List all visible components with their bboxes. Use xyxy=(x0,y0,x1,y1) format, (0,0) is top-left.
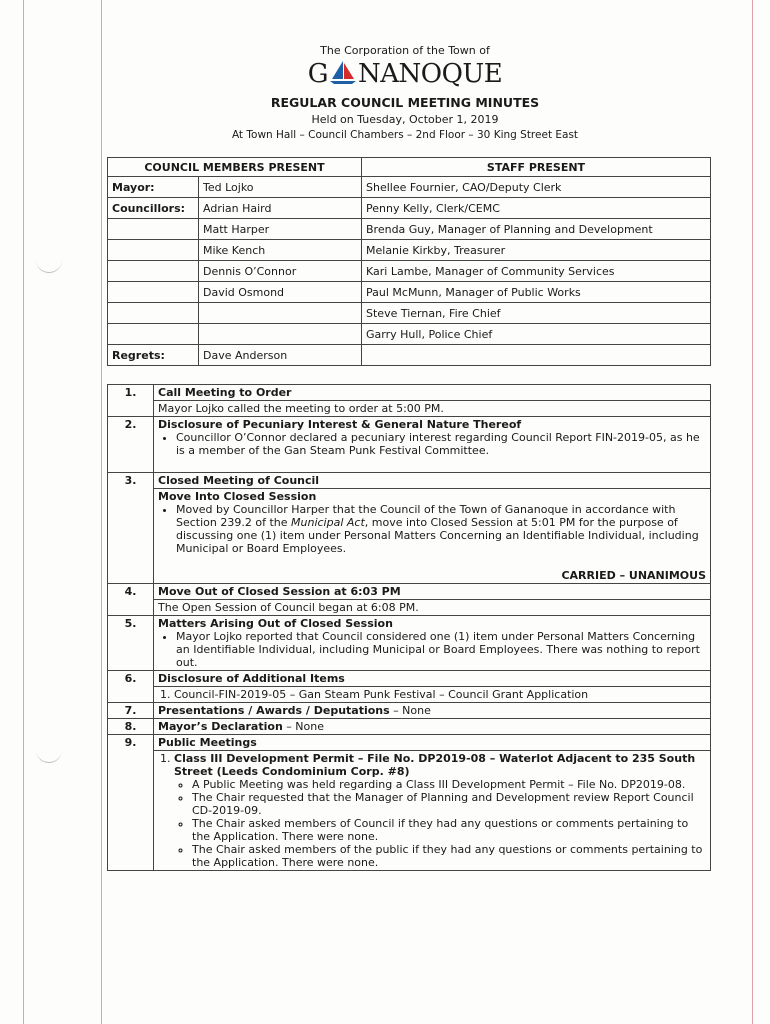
agenda-item-title: Public Meetings xyxy=(154,735,711,751)
table-row: Regrets: Dave Anderson xyxy=(108,345,711,366)
agenda-item-4: 4. Move Out of Closed Session at 6:03 PM xyxy=(108,584,711,600)
agenda-item-body: Mayor Lojko called the meeting to order at 5:00 PM. xyxy=(154,401,711,417)
hole-punch-mark xyxy=(36,748,62,763)
agenda-item-title: Move Out of Closed Session at 6:03 PM xyxy=(154,584,711,600)
agenda-item-8: 8. Mayor’s Declaration – None xyxy=(108,719,711,735)
attendance-table xyxy=(107,157,711,366)
agenda-item-title: Mayor’s Declaration xyxy=(158,720,283,733)
table-row: David Osmond Paul McMunn, Manager of Public Works xyxy=(108,282,711,303)
table-row: Steve Tiernan, Fire Chief xyxy=(108,303,711,324)
table-row: Matt Harper Brenda Guy, Manager of Planning and Development xyxy=(108,219,711,240)
table-row: Garry Hull, Police Chief xyxy=(108,324,711,345)
table-row: Councillors: Adrian Haird Penny Kelly, Clerk/CEMC xyxy=(108,198,711,219)
agenda-item-5: 5. Matters Arising Out of Closed Session • Mayor Lojko reported that Council considered one (1) item under Personal Matters Concerning an Identifiable Individual, including Municipal or Board Employees. There was nothing to report out. xyxy=(108,616,711,671)
agenda-list-item: 1. Council-FIN-2019-05 – Gan Steam Punk Festival – Council Grant Application xyxy=(174,688,706,701)
agenda-item-7: 7. Presentations / Awards / Deputations – None xyxy=(108,703,711,719)
agenda-item-6: 6. Disclosure of Additional Items xyxy=(108,671,711,687)
agenda-item-title: Disclosure of Pecuniary Interest & General Nature Thereof xyxy=(158,418,522,431)
inner-margin-line xyxy=(101,0,102,1024)
agenda-bullet: • Mayor Lojko reported that Council considered one (1) item under Personal Matters Concerning an Identifiable Individual, including Municipal or Board Employees. There was nothing to report out. xyxy=(176,630,706,669)
table-row: Dennis O’Connor Kari Lambe, Manager of Community Services xyxy=(108,261,711,282)
motion-result: CARRIED – UNANIMOUS xyxy=(561,569,706,582)
agenda-bullet: ◦ The Chair requested that the Manager of Planning and Development review Report Council CD-2019-09. xyxy=(192,791,706,817)
meeting-date: Held on Tuesday, October 1, 2019 xyxy=(311,113,499,126)
agenda-item-1: 1. Call Meeting to Order xyxy=(108,385,711,401)
right-margin-line xyxy=(752,0,753,1024)
agenda-item-title: Closed Meeting of Council xyxy=(154,473,711,489)
logo-text: NANOQUE xyxy=(357,59,503,89)
hole-punch-mark xyxy=(36,258,62,273)
town-logo xyxy=(100,59,710,89)
agenda-item-9: 9. Public Meetings xyxy=(108,735,711,751)
agenda-item-title: Presentations / Awards / Deputations xyxy=(158,704,390,717)
agenda-item-title: Call Meeting to Order xyxy=(154,385,711,401)
agenda-item-body: The Open Session of Council began at 6:08 PM. xyxy=(154,600,711,616)
sailboat-logo-icon xyxy=(328,59,358,85)
table-row: Mike Kench Melanie Kirkby, Treasurer xyxy=(108,240,711,261)
agenda-subtitle: Move Into Closed Session xyxy=(158,490,317,503)
agenda-item-2: 2. Disclosure of Pecuniary Interest & General Nature Thereof • Councillor O’Connor declared a pecuniary interest regarding Council Report FIN-2019-05, as he is a member of the Gan Steam Punk Festival Committee. xyxy=(108,417,711,473)
agenda-bullet: ◦ The Chair asked members of the public if they had any questions or comments pertaining to the Application. There were none. xyxy=(192,843,706,869)
meeting-location: At Town Hall – Council Chambers – 2nd Floor – 30 King Street East xyxy=(231,129,579,141)
agenda-bullet: ◦ A Public Meeting was held regarding a Class III Development Permit – File No. DP2019-08. xyxy=(192,778,706,791)
council-members-header: COUNCIL MEMBERS PRESENT xyxy=(108,158,362,177)
staff-header: STAFF PRESENT xyxy=(362,158,711,177)
logo-letter-g: G xyxy=(307,59,328,89)
agenda-item-title: Matters Arising Out of Closed Session xyxy=(158,617,393,630)
agenda-subtitle: Class III Development Permit – File No. DP2019-08 – Waterlot Adjacent to 235 South Street (Leeds Condominium Corp. #8) xyxy=(174,752,696,778)
agenda-item-title: Disclosure of Additional Items xyxy=(154,671,711,687)
corporation-line: The Corporation of the Town of xyxy=(320,44,490,57)
document-header xyxy=(100,44,710,141)
agenda-bullet: • Moved by Councillor Harper that the Council of the Town of Gananoque in accordance with Section 239.2 of the Municipal Act, move into Closed Session at 5:01 PM for the purpose of discussing one (1) item under Personal Matters Concerning an Identifiable Individual, including Municipal or Board Employees. xyxy=(176,503,706,555)
document-title: REGULAR COUNCIL MEETING MINUTES xyxy=(270,95,540,110)
table-row: Mayor: Ted Lojko Shellee Fournier, CAO/Deputy Clerk xyxy=(108,177,711,198)
agenda-table xyxy=(107,384,711,871)
agenda-bullet: ◦ The Chair asked members of Council if they had any questions or comments pertaining to the Application. There were none. xyxy=(192,817,706,843)
agenda-bullet: • Councillor O’Connor declared a pecuniary interest regarding Council Report FIN-2019-05, as he is a member of the Gan Steam Punk Festival Committee. xyxy=(176,431,706,457)
agenda-item-3: 3. Closed Meeting of Council xyxy=(108,473,711,489)
left-margin-line xyxy=(23,0,24,1024)
